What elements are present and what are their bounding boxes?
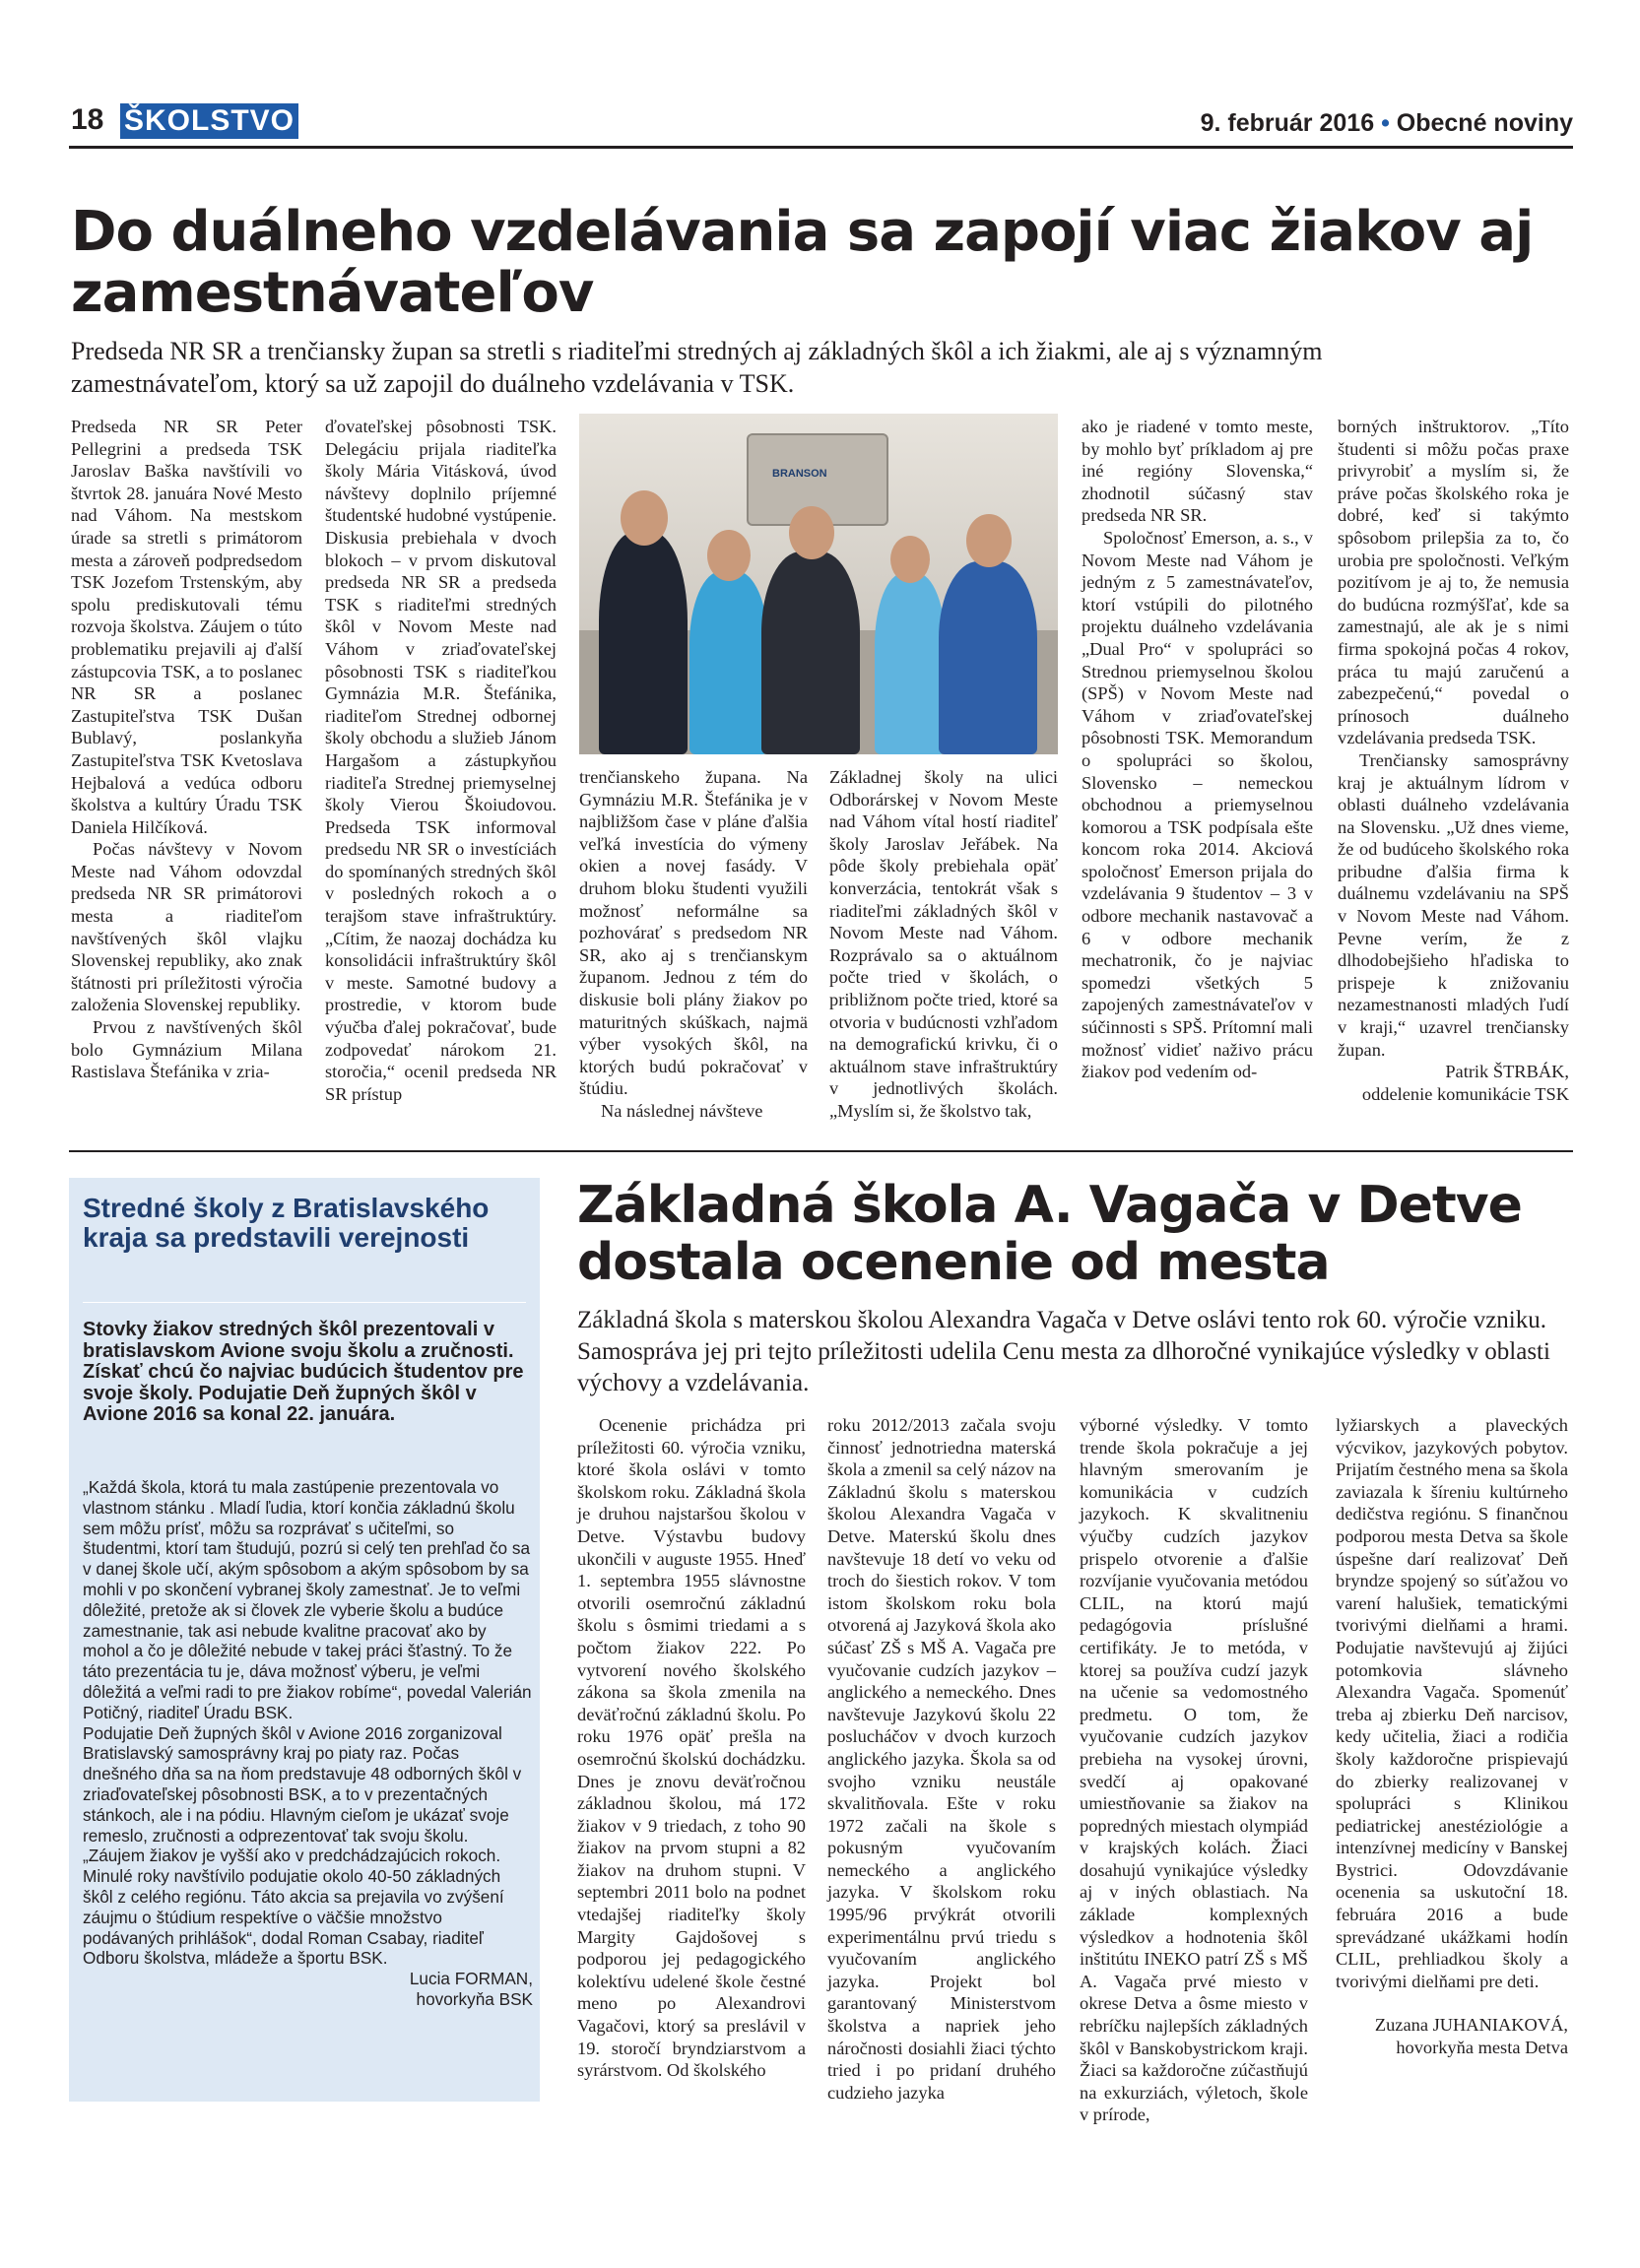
publication-name: Obecné noviny (1396, 109, 1573, 137)
article1-column-5 (1082, 416, 1313, 1083)
paragraph: Podujatie Deň župných škôl v Avione 2016 zorganizoval Bratislavský samosprávny kraj po piaty raz. Počas dnešného dňa sa na ňom predstavuje 48 odborných škôl v zriaďovateľskej pôsobnosti BSK, a to v prezentačných stánkoch, ale i na pódiu. Hlavným cieľom je ukázať svoje remeslo, zručnosti a odprezentovať tak svoju školu. (83, 1722, 522, 1846)
paragraph: roku 2012/2013 začala svoju činnosť jednotriedna materská škola a zmenil sa celý názov na Základnú školu s materskou školou Alexandra Vagača v Detve. Materskú školu dnes navštevuje 18 detí vo veku od troch do šiestich rokov. V tom istom školskom roku bola otvorená aj Jazyková škola ako súčasť ZŠ s MŠ A. Vagača pre vyučovanie cudzích jazykov – anglického a nemeckého. Dnes navštevuje Jazykovú školu 22 poslucháčov v dvoch kurzoch anglického jazyka. Škola sa od svojho vzniku neustále skvalitňovala. Ešte v roku 1972 začali na škole s pokusným vyučovaním nemeckého a anglického jazyka. V školskom roku 1995/96 prvýkrát otvorili experimentálnu prvú triedu s vyučovaním anglického jazyka. Projekt bol garantovaný Ministerstvom školstva a napriek jeho náročnosti dosiahli žiaci týchto tried i po pridaní druhého cudzieho jazyka (827, 1415, 1056, 2103)
photo-person (599, 532, 688, 754)
paragraph: lyžiarskych a plaveckých výcvikov, jazykových pobytov. Prijatím čestného mena sa škola zaviazala k šíreniu kultúrneho dedičstva regiónu. S finančnou podporou mesta Detva sa škole úspešne darí realizovať Deň bryndze spojený so súťažou vo varení halušiek, tematickými tvorivými dielňami a hrami. Podujatie navštevujú aj žijúci potomkovia slávneho Alexandra Vagača. Spomenúť treba aj zbierku Deň narcisov, kedy učitelia, žiaci a rodičia školy každoročne prispievajú do zbierky realizovanej v spolupráci s Klinikou pediatrickej anestéziológie a intenzívnej medicíny v Banskej Bystrici. Odovzdávanie ocenenia sa uskutoční 18. februára 2016 a bude sprevádzané ukážkami hodín CLIL, prehliadkou školy a tvorivými dielňami pre deti. (1336, 1415, 1568, 1991)
paragraph: Spoločnosť Emerson, a. s., v Novom Meste nad Váhom je jedným z 5 zamestnávateľov, ktorí vstúpili do pilotného projektu duálneho vzdelávania „Dual Pro“ v spolupráci so Strednou priemyselnou školou (SPŠ) v Novom Meste nad Váhom v zriaďovateľskej pôsobnosti TSK. Memorandum o spolupráci so školou, Slovensko – nemeckou obchodnou a priemyselnou komorou a TSK podpísala ešte koncom roka 2014. Akciová spoločnosť Emerson prijala do vzdelávania 9 študentov – 3 v odbore mechanik nastavovač a 6 v odbore mechanik mechatronik, čo je najviac spomedzi všetkých 5 zapojených zamestnávateľov v súčinnosti s SPŠ. Prítomní mali možnosť vidieť naživo prácu žiakov pod vedením od- (1082, 527, 1313, 1082)
paragraph: trenčianskeho župana. Na Gymnáziu M.R. Štefánika je v najbližšom čase v pláne ďalšia veľká investícia do výmeny okien a novej fasády. V druhom bloku študenti využili možnosť neformálne sa pozhovárať s predsedom NR SR, ako aj s trenčianskym županom. Jednou z tém do diskusie boli plány žiakov po maturitných skúškach, najmä výber vysokých škôl, na ktorých budú pokračovať v štúdiu. (579, 767, 808, 1099)
photo-person (875, 573, 946, 754)
page-number: 18 (71, 103, 104, 136)
separator-dot: • (1381, 109, 1390, 137)
article2-column-2 (827, 1414, 1056, 2104)
sidebar-lead: Stovky žiakov stredných škôl prezentovali v bratislavskom Avione svoju školu a zručnosti. Získať chcú čo najviac budúcich študentov pre svoje školy. Podujatie Deň župných škôl v Avione 2016 sa konal 22. januára. (83, 1319, 524, 1425)
author-name: Lucia FORMAN, (409, 1969, 533, 1989)
section-divider (69, 1150, 1573, 1152)
paragraph: Trenčiansky samosprávny kraj je aktuálnym lídrom v oblasti duálneho vzdelávania na Slovensku. „Už dnes vieme, že od budúceho školského roka pribudne ďalšia firma k duálnemu vzdelávaniu na SPŠ v Novom Meste nad Váhom. Pevne verím, že z dlhodobejšieho hľadiska to prispeje k znižovaniu nezamestnanosti mladých ľudí v kraji,“ uzavrel trenčiansky župan. (1338, 749, 1569, 1060)
paragraph: ďovateľskej pôsobnosti TSK. Delegáciu prijala riaditeľka školy Mária Vitásková, úvod návštevy doplnilo príjemné študentské hudobné vystúpenie. Diskusia prebiehala v dvoch blokoch – v prvom diskutoval predseda NR SR a predseda TSK s riaditeľmi stredných škôl v Novom Meste nad Váhom v zriaďovateľskej pôsobnosti TSK s riaditeľkou Gymnázia M.R. Štefánika, riaditeľom Strednej odbornej školy obchodu a služieb Jánom Hargašom a zástupkyňou riaditeľa Strednej priemyselnej školy Vierou Škoiudovou. Predseda TSK informoval predsedu NR SR o investíciách do spomínaných stredných škôl v posledných rokoch a o terajšom stave infraštruktúry. „Cítim, že naozaj dochádza ku konsolidácii infraštruktúry škôl v meste. Samotné budovy a prostredie, v ktorom bude výučba ďalej pokračovať, bude zodpovedať nárokom 21. storočia,“ ocenil predseda NR SR prístup (325, 417, 557, 1104)
paragraph: Prvou z navštívených škôl bolo Gymnázium Milana Rastislava Štefánika v zria- (71, 1017, 302, 1082)
article1-column-6 (1338, 416, 1569, 1105)
header-rule (69, 146, 1573, 149)
article1-column-4 (829, 766, 1058, 1123)
paragraph: Základnej školy na ulici Odborárskej v Novom Meste nad Váhom vítal hostí riaditeľ školy Jaroslav Jeřábek. Na pôde školy prebiehala opäť konverzácia, tentokrát však s riaditeľmi základných škôl v Novom Meste nad Váhom. Rozprávalo sa o aktuálnom počte tried v školách, o približnom počte tried, ktoré sa otvoria v budúcnosti vzhľadom na demografickú krivku, či o aktuálnom stave infraštruktúry v jednotlivých školách. „Myslím si, že školstvo tak, (829, 767, 1058, 1121)
article2-column-3 (1080, 1414, 1308, 2126)
author-name: Zuzana JUHANIAKOVÁ, (1374, 2015, 1568, 2036)
photo-person-head (707, 530, 751, 581)
article1-lead: Predseda NR SR a trenčiansky župan sa stretli s riaditeľmi stredných aj základných škôl a ich žiakmi, ale aj s významným zamestnávateľom, ktorý sa už zapojil do duálneho vzdelávania v TSK. (71, 337, 1323, 398)
author-role: hovorkyňa mesta Detva (1396, 2038, 1568, 2058)
paragraph: „Každá škola, ktorá tu mala zastúpenie prezentovala vo vlastnom stánku . Mladí ľudia, ktorí končia základnú školu sem môžu prísť, môžu sa rozprávať s učiteľmi, so študentmi, ktorí tam študujú, pozrú si celý ten prehľad čo sa v danej škole učí, akým spôsobom a akým spôsobom by sa mohli v po skončení vybranej školy zamestnať. Je to veľmi dôležité, pretože ak si človek zle vyberie školu a budúce zamestnanie, tak asi nebude kvalitne pracovať ako by mohol a čo je dôležité nebude v takej práci šťastný. To že táto prezentácia tu je, dáva možnosť výberu, je veľmi dôležitá a veľmi radi to pre žiakov robíme“, povedal Valerián Potičný, riaditeľ Úradu BSK. (83, 1477, 532, 1722)
paragraph: ako je riadené v tomto meste, by mohlo byť príkladom aj pre iné regióny Slovenska,“ zhodnotil súčasný stav predseda NR SR. (1082, 417, 1313, 526)
author-role: hovorkyňa BSK (416, 1988, 533, 2009)
dateline (1201, 108, 1573, 138)
paragraph: „Záujem žiakov je vyšší ako v predchádzajúcich rokoch. Minulé roky navštívilo podujatie okolo 40-50 základných škôl z celého regiónu. Táto akcia sa prejavila vo zvýšení záujmu o štúdium respektíve o väčšie množstvo podávaných prihlášok“, dodal Roman Csabay, riaditeľ Odboru školstva, mládeže a športu BSK. (83, 1846, 504, 1969)
paragraph: Na následnej návšteve (601, 1100, 763, 1121)
sidebar-headline: Stredné školy z Bratislavského kraja sa predstavili verejnosti (83, 1193, 490, 1253)
article1-column-1 (71, 416, 302, 1083)
photo-person (761, 551, 860, 754)
article1-photo (579, 414, 1058, 754)
sidebar-body (83, 1477, 533, 2010)
author-role: oddelenie komunikácie TSK (1361, 1083, 1569, 1104)
paragraph: výborné výsledky. V tomto trende škola pokračuje a jej hlavným smerovaním je komunikácia v cudzích jazykoch. K skvalitneniu výučby cudzích jazykov prispelo otvorenie a ďalšie rozvíjanie vyučovania metódou CLIL, na ktorú majú pedagógovia príslušné certifikáty. Je to metóda, v ktorej sa používa cudzí jazyk na učenie sa vedomostného predmetu. O tom, že vyučovanie cudzích jazykov prebieha na vysokej úrovni, svedčí aj opakované umiestňovanie sa žiakov na popredných miestach olympiád v krajských kolách. Žiaci dosahujú vynikajúce výsledky aj v iných oblastiach. Na základe komplexných výsledkov a hodnotenia škôl inštitútu INEKO patrí ZŠ s MŠ A. Vagača prvé miesto v okrese Detva a ôsme miesto v rebríčku najlepších základných škôl v Banskobystrickom kraji. Žiaci sa každoročne zúčastňujú na exkurziách, výletoch, škole v prírode, (1080, 1415, 1308, 2125)
author-name: Patrik ŠTRBÁK, (1445, 1062, 1569, 1082)
article2-headline: Základná škola A. Vagača v Detve dostala ocenenie od mesta (577, 1176, 1522, 1292)
paragraph: Počas návštevy v Novom Meste nad Váhom odovzdal predseda NR SR primátorovi mesta a riaditeľom navštívených škôl vlajku Slovenskej republiky, ako znak štátnosti pri príležitosti výročia založenia Slovenskej republiky. (71, 839, 302, 1015)
issue-date: 9. február 2016 (1200, 109, 1375, 137)
article1-column-3 (579, 766, 808, 1123)
photo-person-head (789, 506, 834, 559)
paragraph: Predseda NR SR Peter Pellegrini a predseda TSK Jaroslav Baška navštívili vo štvrtok 28. januára Nové Mesto nad Váhom. Na mestskom úrade sa stretli s primátorom mesta a zároveň podpredsedom TSK Jozefom Trstenským, aby spolu prediskutovali tému rozvoja školstva. Záujem o túto problematiku prejavili aj ďalší zástupcovia TSK, a to poslanec NR SR a poslanec Zastupiteľstva TSK Dušan Bublavý, poslankyňa Zastupiteľstva TSK Kvetoslava Hejbalová a vedúca odboru školstva a kultúry Úradu TSK Daniela Hilčíková. (71, 417, 302, 837)
section-label: ŠKOLSTVO (120, 103, 298, 139)
sidebar-rule (83, 1302, 526, 1303)
photo-person-head (966, 514, 1012, 567)
photo-person (939, 561, 1037, 754)
paragraph: borných inštruktorov. „Títo študenti si môžu počas praxe privyrobiť a myslím si, že práve počas školského roka je dobré, keď si takýmto spôsobom prilepšia za to, čo urobia pre spoločnosti. Veľkým pozitívom je aj to, že nemusia do budúcna rozmýšľať, kde sa zamestnajú, ale ak je s nimi firma spokojná počas 4 rokov, práca tu majú zaručenú a zabezpečenú,“ povedal o prínosoch duálneho vzdelávania predseda TSK. (1338, 417, 1569, 748)
article2-column-4 (1336, 1414, 1568, 2059)
article2-lead: Základná škola s materskou školou Alexandra Vagača v Detve oslávi tento rok 60. výročie vzniku. Samospráva jej pri tejto príležitosti udelila Cenu mesta za dlhoročné vynikajúce výsledky v oblasti výchovy a vzdelávania. (577, 1307, 1550, 1396)
article1-column-2 (325, 416, 557, 1105)
paragraph: Ocenenie prichádza pri príležitosti 60. výročia vzniku, ktoré škola oslávi v tomto školskom roku. Základná škola je druhou najstaršou školou v Detve. Výstavbu budovy ukončili v auguste 1955. Hneď 1. septembra 1955 slávnostne otvorili osemročnú základnú školu s ôsmimi triedami a s počtom žiakov 222. Po vytvorení nového školského zákona sa škola zmenila na deväťročnú základnú školu. Po roku 1976 opäť prešla na osemročnú školskú dochádzku. Dnes je znovu deväťročnou základnou školou, má 172 žiakov v 9 triedach, z toho 90 žiakov na prvom stupni a 82 žiakov na druhom stupni. V septembri 2011 bolo na podnet vtedajšej riaditeľky školy Margity Gajdošovej s podporou jej pedagogického kolektívu udelené škole čestné meno po Alexandrovi Vagačovi, ktorý sa preslávil v 19. storočí bryndziarstvom a syrárstvom. Od školského (577, 1415, 806, 2081)
photo-person-head (890, 536, 930, 583)
photo-person (689, 571, 768, 754)
photo-logo: BRANSON (772, 468, 827, 480)
article2-column-1 (577, 1414, 806, 2082)
article1-headline: Do duálneho vzdelávania sa zapojí viac žiakov aj zamestnávateľov (71, 200, 1534, 325)
photo-person-head (621, 490, 668, 546)
